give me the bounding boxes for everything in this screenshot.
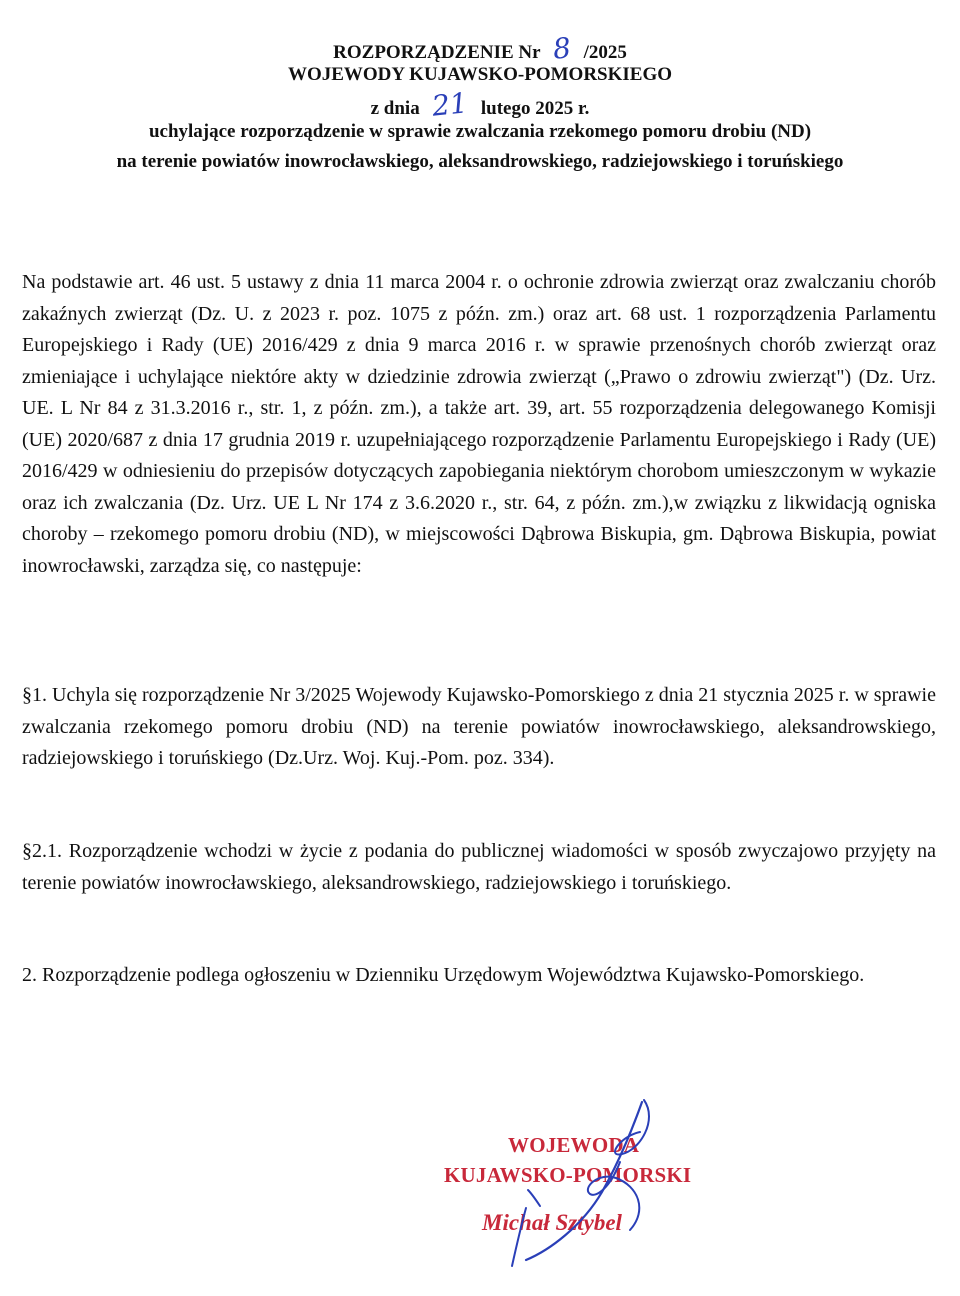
- handwritten-day: 21: [430, 86, 470, 123]
- regulation-number-line: [0, 32, 960, 65]
- date-line: [0, 88, 960, 121]
- title-line-2: na terenie powiatów inowrocławskiego, aleksandrowskiego, radziejowskiego i toruńskiego: [116, 151, 844, 172]
- regulation-number-label: ROZPORZĄDZENIE Nr: [333, 42, 541, 63]
- handwritten-number: 8: [551, 31, 573, 66]
- stamp-name: Michał Sztybel: [482, 1210, 622, 1235]
- stamp-title: WOJEWODA: [508, 1133, 640, 1157]
- handwritten-signature: [470, 1090, 690, 1270]
- date-suffix: lutego 2025 r.: [480, 98, 590, 119]
- title-line-1: uchylające rozporządzenie w sprawie zwalczania rzekomego pomoru drobiu (ND): [148, 121, 812, 142]
- stamp-office: KUJAWSKO-POMORSKI: [444, 1163, 692, 1187]
- section-2-2-paragraph: 2. Rozporządzenie podlega ogłoszeniu w Dzienniku Urzędowym Województwa Kujawsko-Pomorskiego.: [22, 964, 865, 986]
- regulation-year: /2025: [583, 42, 627, 63]
- issuer-line: WOJEWODY KUJAWSKO-POMORSKIEGO: [287, 64, 673, 85]
- preamble-paragraph: Na podstawie art. 46 ust. 5 ustawy z dnia 11 marca 2004 r. o ochronie zdrowia zwierząt oraz zwalczaniu chorób zakaźnych zwierząt (Dz. U. z 2023 r. poz. 1075 z późn. zm.) oraz art. 68 ust. 1 rozporządzenia Parlamentu Europejskiego i Rady (UE) 2016/429 z dnia 9 marca 2016 r. w sprawie przenośnych chorób zwierząt oraz zmieniające i uchylające niektóre akty w dziedzinie zdrowia zwierząt („Prawo o zdrowiu zwierząt") (Dz. Urz. UE. L Nr 84 z 31.3.2016 r., str. 1, z późn. zm.), a także art. 39, art. 55 rozporządzenia delegowanego Komisji (UE) 2020/687 z dnia 17 grudnia 2019 r. uzupełniającego rozporządzenie Parlamentu Europejskiego i Rady (UE) 2016/429 w odniesieniu do przepisów dotyczących zapobiegania niektórym chorobom umieszczonym w wykazie oraz ich zwalczania (Dz. Urz. UE L Nr 174 z 3.6.2020 r., str. 64, z późn. zm.),w związku z likwidacją ogniska choroby – rzekomego pomoru drobiu (ND), w miejscowości Dąbrowa Biskupia, gm. Dąbrowa Biskupia, powiat inowrocławski, zarządza się, co następuje:: [22, 271, 936, 577]
- section-2-1-paragraph: §2.1. Rozporządzenie wchodzi w życie z podania do publicznej wiadomości w sposób zwyczajowo przyjęty na terenie powiatów inowrocławskiego, aleksandrowskiego, radziejowskiego i toruńskiego.: [22, 840, 936, 894]
- section-1-paragraph: §1. Uchyla się rozporządzenie Nr 3/2025 Wojewody Kujawsko-Pomorskiego z dnia 21 stycznia 2025 r. w sprawie zwalczania rzekomego pomoru drobiu (ND) na terenie powiatów inowrocławskiego, aleksandrowskiego, radziejowskiego i toruńskiego (Dz.Urz. Woj. Kuj.-Pom. poz. 334).: [22, 684, 936, 769]
- date-prefix: z dnia: [370, 98, 420, 119]
